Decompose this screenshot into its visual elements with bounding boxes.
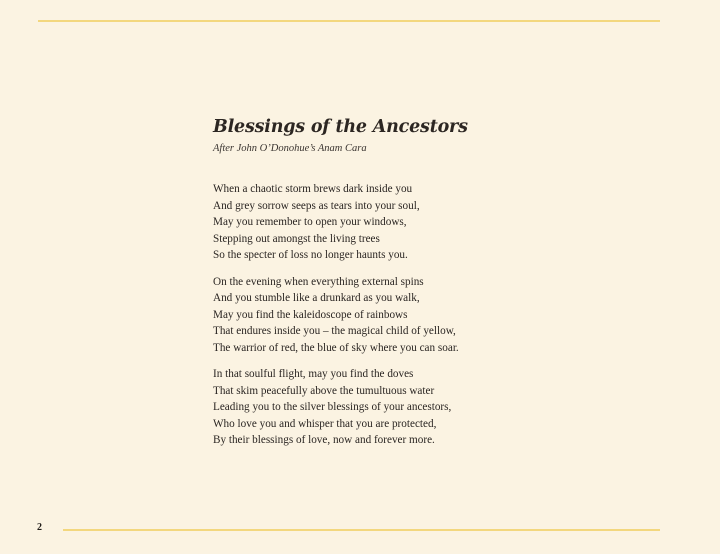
poem-line: By their blessings of love, now and forever more. [213,434,435,446]
poem [213,112,633,459]
poem-line: Stepping out amongst the living trees [213,232,380,245]
poem-line: In that soulful flight, may you find the doves [213,368,414,380]
poem-line: On the evening when everything external spins [213,275,424,288]
stanza-1 [213,181,633,264]
stanza-2 [213,274,633,357]
bottom-rule [63,529,660,531]
top-rule [38,20,660,22]
poem-line: When a chaotic storm brews dark inside you [213,183,413,195]
poem-line: And grey sorrow seeps as tears into your soul, [213,199,420,212]
poem-line: The warrior of red, the blue of sky where you can soar. [213,341,459,354]
poem-line: That endures inside you – the magical child of yellow, [213,325,456,337]
poem-line: Who love you and whisper that you are protected, [213,417,437,430]
poem-line: That skim peacefully above the tumultuous water [213,384,435,397]
poem-line: Leading you to the silver blessings of your ancestors, [213,401,452,413]
poem-line: May you remember to open your windows, [213,216,407,228]
poem-line: May you find the kaleidoscope of rainbows [213,308,408,321]
poem-subtitle: After John O’Donohue’s Anam Cara [213,143,367,154]
poem-line: So the specter of loss no longer haunts you. [213,249,408,261]
page-number: 2 [37,522,42,533]
poem-stanzas [213,181,633,449]
poem-line: And you stumble like a drunkard as you walk, [213,292,420,304]
poem-title: Blessings of the Ancestors [213,117,468,137]
stanza-3 [213,366,633,449]
